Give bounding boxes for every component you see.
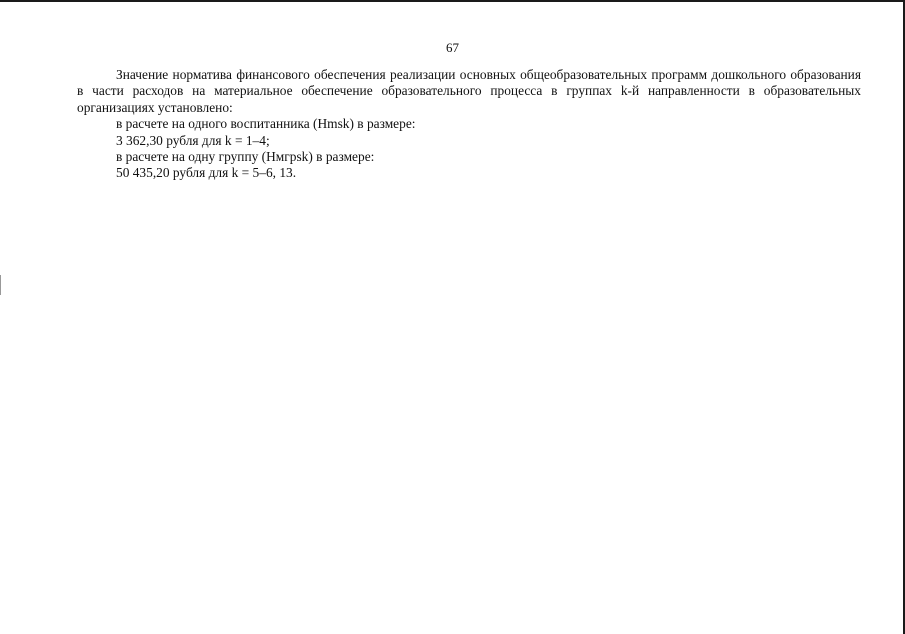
page-number: 67 bbox=[446, 40, 459, 55]
per-group-label: в расчете на одну группу (Нмгрsk) в размере: bbox=[116, 149, 375, 165]
intro-paragraph: Значение норматива финансового обеспечения реализации основных общеобразовательных программ дошкольного образования в части расходов на материальное обеспечение образовательного процесса в группах k-й направленности в образовательных организациях установлено: bbox=[77, 67, 861, 115]
per-pupil-label: в расчете на одного воспитанника (Нmsk) в размере: bbox=[116, 116, 416, 132]
document-body bbox=[77, 67, 861, 182]
scan-mark-left bbox=[0, 275, 1, 295]
per-pupil-value: 3 362,30 рубля для k = 1–4; bbox=[116, 132, 270, 148]
scan-border-top bbox=[0, 0, 905, 2]
per-group-value: 50 435,20 рубля для k = 5–6, 13. bbox=[116, 165, 297, 181]
